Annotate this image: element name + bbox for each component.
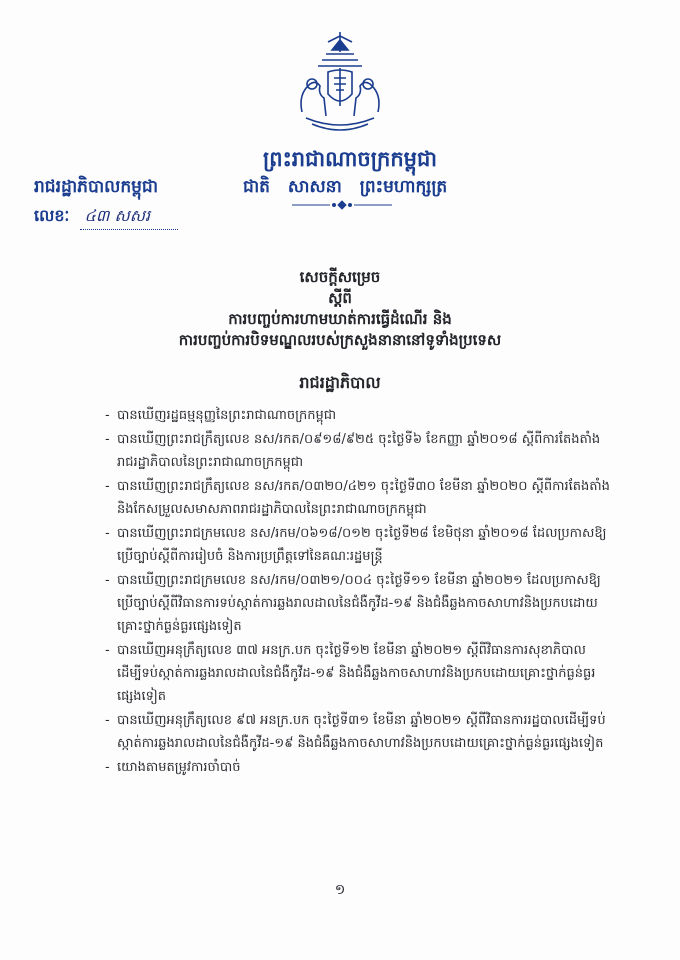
decision-title [0, 267, 680, 351]
number-label: លេខៈ [34, 206, 70, 225]
title-line-subject-2: ការបញ្ចប់ការបិទមណ្ឌលរបស់ក្រសួងនានានៅទូទាំងប្រទេស [178, 331, 502, 349]
kingdom-title: ព្រះរាជាណាចក្រកម្ពុជា [262, 147, 437, 171]
national-motto: ជាតិ សាសនា ព្រះមហាក្សត្រ [243, 177, 448, 197]
reference-item: - បានឃើញអនុក្រឹត្យលេខ ៣៧ អនក្រ.បក ចុះថ្ងៃទី១២ ខែមីនា ឆ្នាំ២០២១ ស្តីពីវិធានការសុខាភិបាលដើម្បីទប់ស្កាត់ការឆ្លងរាលដាលនៃជំងឺកូវីដ-១៩ និងជំងឺឆ្លងកាចសាហាវនិងប្រកបដោយគ្រោះថ្នាក់ធ្ងន់ធ្ងរផ្សេងទៀត [105, 639, 610, 708]
decorative-divider-ornament [292, 200, 392, 210]
handwritten-number: ៤៣ សសរ [80, 205, 178, 230]
title-line-decision: សេចក្តីសម្រេច [299, 268, 381, 286]
royal-coat-of-arms-emblem [288, 28, 392, 140]
reference-item: - បានឃើញព្រះរាជក្រឹត្យលេខ នស/រកត/០៣២០/៤២១ ចុះថ្ងៃទី៣០ ខែមីនា ឆ្នាំ២០២០ ស្តីពីការតែងតាំង និងកែសម្រួលសមាសភាពរាជរដ្ឋាភិបាលនៃព្រះរាជាណាចក្រកម្ពុជា [105, 475, 610, 521]
reference-item: - បានឃើញអនុក្រឹត្យលេខ ៩៧ អនក្រ.បក ចុះថ្ងៃទី៣១ ខែមីនា ឆ្នាំ២០២១ ស្តីពីវិធានការរដ្ឋបាលដើម្បីទប់ស្កាត់ការឆ្លងរាលដាលនៃជំងឺកូវីដ-១៩ និងជំងឺឆ្លងកាចសាហាវនិងប្រកបដោយគ្រោះថ្នាក់ធ្ងន់ធ្ងរផ្សេងទៀត [105, 709, 610, 755]
document-number [34, 205, 178, 230]
reference-item: - យោងតាមតម្រូវការចាំបាច់ [105, 756, 610, 779]
title-line-subject-1: ការបញ្ចប់ការហាមឃាត់ការធ្វើដំណើរ និង [228, 310, 452, 328]
legal-references-list [105, 404, 610, 780]
title-line-regarding: ស្តីពី [328, 289, 352, 307]
reference-item: - បានឃើញព្រះរាជក្រមលេខ នស/រកម/០៣២១/០០៤ ចុះថ្ងៃទី១១ ខែមីនា ឆ្នាំ២០២១ ដែលប្រកាសឱ្យប្រើច្បាប់ស្តីពីវិធានការទប់ស្កាត់ការឆ្លងរាលដាលនៃជំងឺកូវីដ-១៩ និងជំងឺឆ្លងកាចសាហាវនិងប្រកបដោយគ្រោះថ្នាក់ធ្ងន់ធ្ងរផ្សេងទៀត [105, 569, 610, 638]
government-heading: រាជរដ្ឋាភិបាល [299, 373, 381, 392]
page-number: ១ [334, 882, 346, 898]
reference-item: - បានឃើញរដ្ឋធម្មនុញ្ញនៃព្រះរាជាណាចក្រកម្ពុជា [105, 404, 610, 427]
reference-item: - បានឃើញព្រះរាជក្រឹត្យលេខ នស/រកត/០៩១៨/៩២៥ ចុះថ្ងៃទី៦ ខែកញ្ញា ឆ្នាំ២០១៨ ស្តីពីការតែងតាំងរាជរដ្ឋាភិបាលនៃព្រះរាជាណាចក្រកម្ពុជា [105, 428, 610, 474]
ministry-name: រាជរដ្ឋាភិបាលកម្ពុជា [34, 177, 159, 197]
reference-item: - បានឃើញព្រះរាជក្រមលេខ នស/រកម/០៦១៨/០១២ ចុះថ្ងៃទី២៨ ខែមិថុនា ឆ្នាំ២០១៨ ដែលប្រកាសឱ្យប្រើច្បាប់ស្តីពីការរៀបចំ និងការប្រព្រឹត្តទៅនៃគណៈរដ្ឋមន្ត្រី [105, 522, 610, 568]
